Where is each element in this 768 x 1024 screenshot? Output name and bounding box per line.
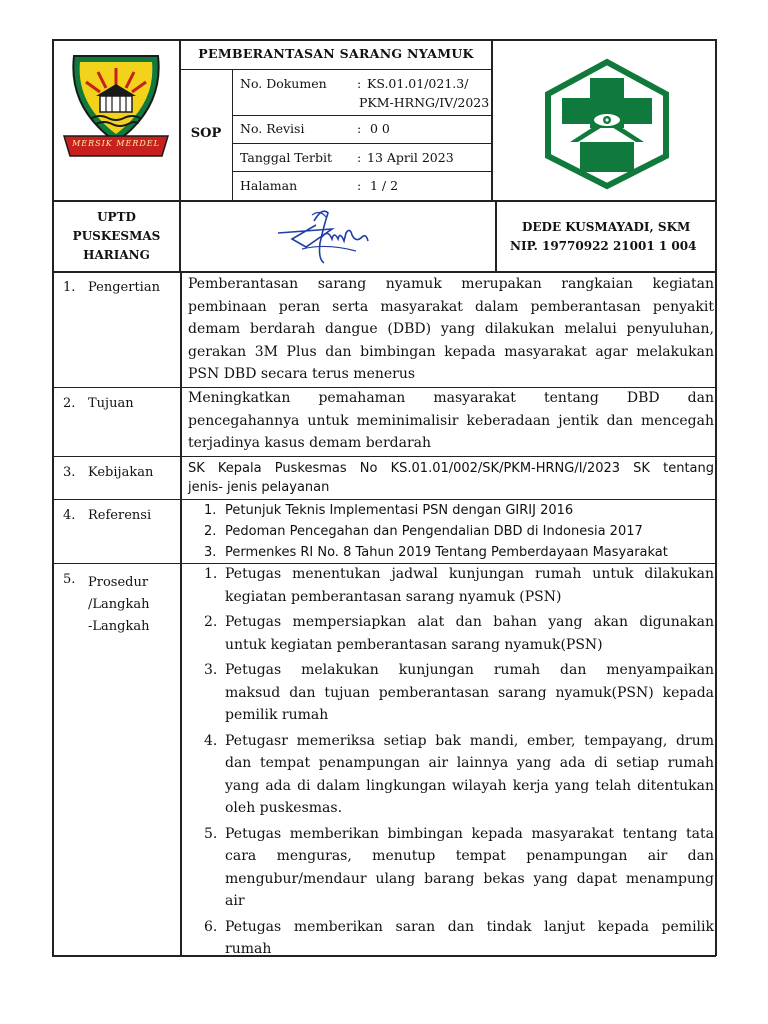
step-number: 5. xyxy=(204,825,218,842)
step-line: mengubur/mendaur ulang barang bekas yang dapat menampung xyxy=(225,870,714,887)
procedure-step xyxy=(188,611,714,656)
kebijakan-text xyxy=(188,459,714,497)
meta-value: 0 0 xyxy=(370,121,390,136)
meta-value: 13 April 2023 xyxy=(367,150,454,165)
step-line: Petugas menentukan jadwal kunjungan rumah untuk dilakukan xyxy=(225,566,714,582)
step-line: Petugas mempersiapkan alat dan bahan yang akan digunakan xyxy=(225,614,714,630)
list-item-text: Permenkes RI No. 8 Tahun 2019 Tentang Pemberdayaan Masyarakat xyxy=(225,545,668,560)
section-number: 5. xyxy=(63,572,76,587)
meta-separator: : xyxy=(357,150,362,165)
step-number: 6. xyxy=(204,918,218,935)
section-number: 3. xyxy=(63,465,76,480)
signature-image xyxy=(272,203,382,269)
signer-nip: NIP. 19770922 21001 1 004 xyxy=(510,239,697,253)
meta-value: KS.01.01/021.3/ xyxy=(367,76,469,91)
referensi-list xyxy=(188,500,714,563)
list-item-number: 3. xyxy=(204,545,217,560)
step-line: kegiatan pemberantasan sarang nyamuk (PSN) xyxy=(225,588,562,605)
meta-separator: : xyxy=(357,121,362,136)
step-number: 4. xyxy=(204,732,218,749)
procedure-step xyxy=(188,916,714,961)
step-line: Petugas melakukan kunjungan rumah dan menyampaikan xyxy=(225,662,714,678)
text-line: Meningkatkan pemahaman masyarakat tentang DBD dan xyxy=(188,390,714,406)
label-line: Prosedur xyxy=(88,575,149,590)
step-line: dan tempat penampungan air lainnya yang ada di setiap rumah xyxy=(225,755,714,771)
procedure-step xyxy=(188,823,714,913)
meta-label: Halaman xyxy=(240,178,298,193)
label-line: /Langkah xyxy=(88,597,150,612)
list-item xyxy=(188,500,714,521)
list-item xyxy=(188,521,714,542)
list-item xyxy=(188,542,714,563)
meta-separator: : xyxy=(357,76,362,91)
text-line: PSN DBD secara terus menerus xyxy=(188,366,416,382)
text-line: SK Kepala Puskesmas No KS.01.01/002/SK/PKM-HRNG/I/2023 SK tentang xyxy=(188,461,714,476)
step-number: 3. xyxy=(204,662,218,678)
text-line: demam berdarah dangue (DBD) yang dilakukan melalui penyuluhan, xyxy=(188,321,714,337)
text-line: pencegahannya untuk meminimalisir keberadaan jentik dan mencegah xyxy=(188,412,714,429)
tujuan-text xyxy=(188,387,714,455)
meta-value: 1 / 2 xyxy=(370,178,399,193)
section-label-referensi: Referensi xyxy=(88,508,152,523)
text-line: pembinaan peran serta masyarakat dalam pemberantasan penyakit xyxy=(188,298,714,315)
procedure-step xyxy=(188,730,714,820)
meta-label: No. Dokumen xyxy=(240,76,327,91)
list-item-text: Pedoman Pencegahan dan Pengendalian DBD di Indonesia 2017 xyxy=(225,524,643,539)
puskesmas-logo xyxy=(540,58,674,190)
prosedur-steps xyxy=(188,563,714,961)
org-line: HARIANG xyxy=(83,248,150,262)
pengertian-text xyxy=(188,273,714,386)
meta-value-line2: PKM-HRNG/IV/2023 xyxy=(359,95,490,110)
section-number: 1. xyxy=(63,280,76,295)
signer-name: DEDE KUSMAYADI, SKM xyxy=(522,220,691,234)
section-label-kebijakan: Kebijakan xyxy=(88,465,154,480)
text-line: gerakan 3M Plus dan bimbingan kepada masyarakat agar melakukan xyxy=(188,343,714,360)
text-line: terjadinya kasus demam berdarah xyxy=(188,435,432,451)
section-number: 4. xyxy=(63,508,76,523)
step-line: untuk kegiatan pemberantasan sarang nyamuk(PSN) xyxy=(225,636,603,653)
meta-label: Tanggal Terbit xyxy=(240,150,333,165)
logo-banner-text: MERSIK MERDEL xyxy=(72,139,160,148)
step-number: 1. xyxy=(204,566,218,582)
list-item-text: Petunjuk Teknis Implementasi PSN dengan GIRIJ 2016 xyxy=(225,503,574,518)
step-line: Petugasr memeriksa setiap bak mandi, ember, tempayang, drum xyxy=(225,732,714,749)
text-line: jenis- jenis pelayanan xyxy=(188,480,330,495)
sop-label: SOP xyxy=(190,126,222,141)
section-label-tujuan: Tujuan xyxy=(88,396,134,411)
section-label-pengertian: Pengertian xyxy=(88,280,160,295)
step-number: 2. xyxy=(204,614,218,630)
org-line: PUSKESMAS xyxy=(72,229,161,243)
regency-logo xyxy=(62,48,170,163)
procedure-step xyxy=(188,563,714,608)
list-item-number: 1. xyxy=(204,503,217,518)
step-line: rumah xyxy=(225,941,272,957)
document-title: PEMBERANTASAN SARANG NYAMUK xyxy=(198,46,474,61)
step-line: cara menguras, menutup tempat penampungan air dan xyxy=(225,848,714,864)
procedure-step xyxy=(188,659,714,727)
label-line: -Langkah xyxy=(88,619,150,634)
meta-separator: : xyxy=(357,178,362,193)
org-line: UPTD xyxy=(97,210,136,224)
step-line: yang ada di dalam lingkungan wilayah kerja yang telah ditentukan xyxy=(225,777,714,794)
list-item-number: 2. xyxy=(204,524,217,539)
step-line: Petugas memberikan saran dan tindak lanjut kepada pemilik xyxy=(225,918,714,935)
meta-label: No. Revisi xyxy=(240,121,305,136)
section-number: 2. xyxy=(63,396,76,411)
step-line: air xyxy=(225,893,245,909)
org-name xyxy=(54,208,179,265)
step-line: Petugas memberikan bimbingan kepada masyarakat tentang tata xyxy=(225,825,714,842)
text-line: Pemberantasan sarang nyamuk merupakan rangkaian kegiatan xyxy=(188,276,714,292)
step-line: oleh puskesmas. xyxy=(225,800,343,816)
section-label-prosedur xyxy=(88,572,149,638)
step-line: pemilik rumah xyxy=(225,707,329,723)
step-line: maksud dan tujuan pemberantasan sarang nyamuk(PSN) kepada xyxy=(225,684,714,701)
